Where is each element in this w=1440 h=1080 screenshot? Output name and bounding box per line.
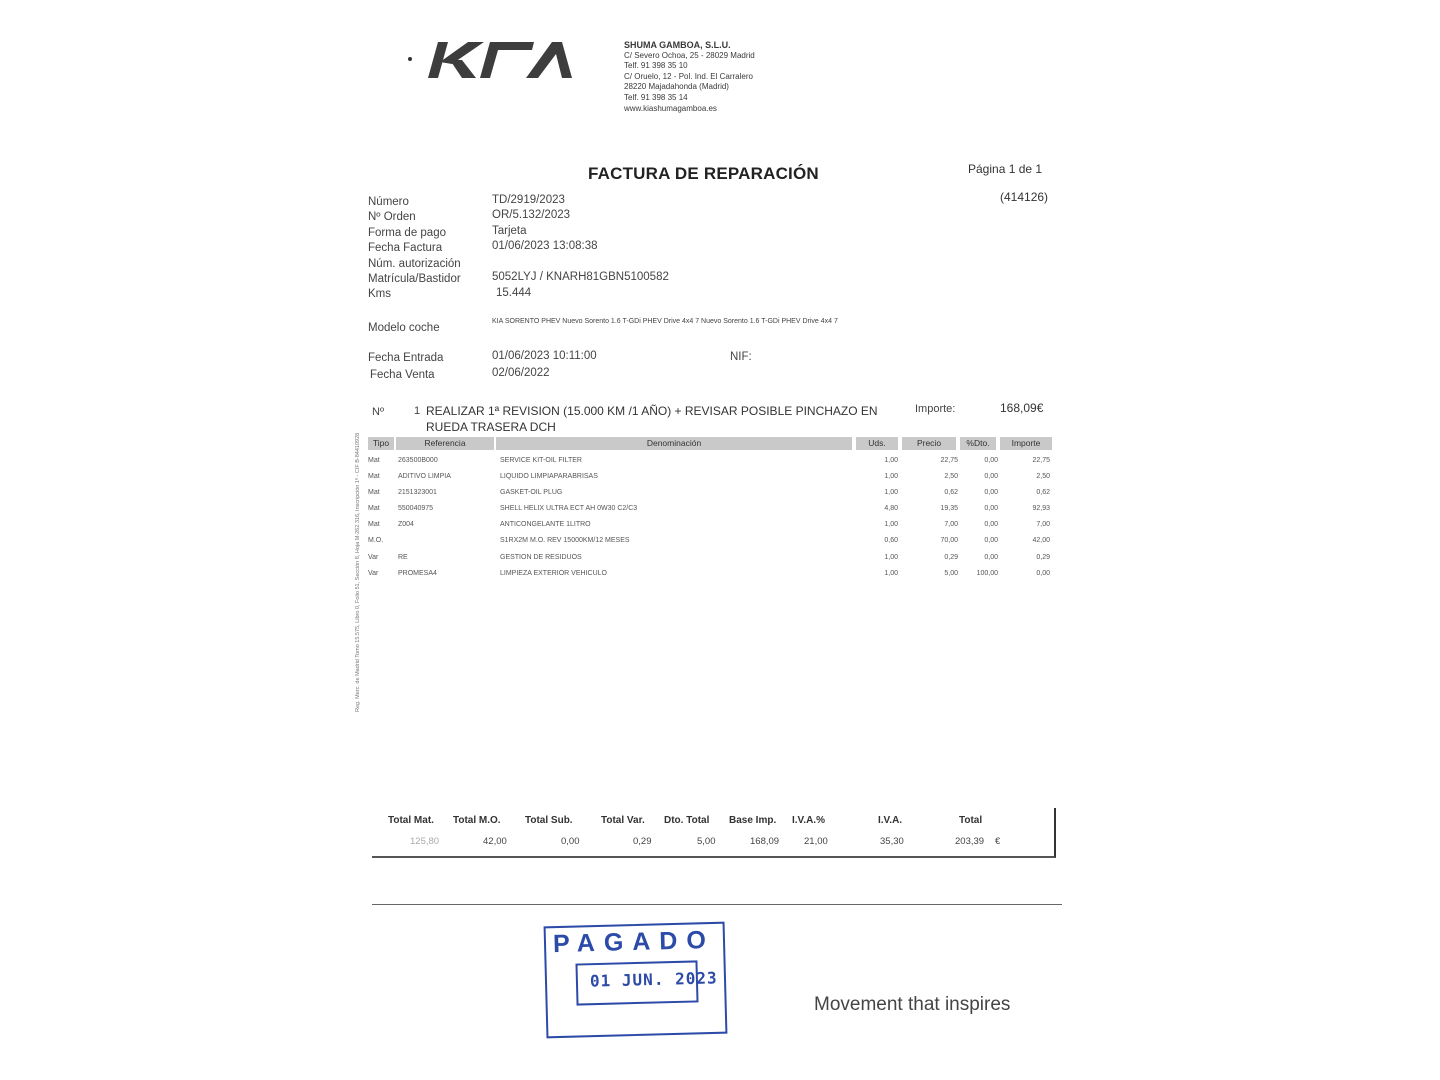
nif-label: NIF: [730, 351, 752, 363]
pago-value: Tarjeta [492, 225, 527, 237]
cell-dto: 0,00 [984, 521, 998, 528]
total-mo-label: Total M.O. [453, 815, 501, 826]
col-header-uds: Uds. [856, 437, 898, 450]
logo-dot [408, 57, 412, 61]
total-mo-value: 42,00 [483, 836, 507, 847]
cell-uds: 1,00 [884, 521, 898, 528]
cell-importe: 22,75 [1032, 457, 1050, 464]
operation-description: REALIZAR 1ª REVISION (15.000 KM /1 AÑO) + REVISAR POSIBLE PINCHAZO EN RUEDA TRASERA DCH [426, 404, 878, 434]
dto-total-label: Dto. Total [664, 815, 710, 826]
operation-importe-label: Importe: [915, 403, 956, 415]
slogan: Movement that inspires [814, 994, 1011, 1015]
total-sub-label: Total Sub. [525, 815, 573, 826]
table-row [368, 457, 1058, 473]
cell-precio: 70,00 [940, 537, 958, 544]
kia-logo [428, 38, 580, 80]
company-address-2: C/ Oruelo, 12 - Pol. Ind. El Carralero [624, 71, 753, 81]
autorizacion-label: Núm. autorización [368, 258, 461, 270]
table-row [368, 554, 1058, 570]
footer-divider [372, 904, 1062, 905]
fecha-factura-label: Fecha Factura [368, 242, 443, 254]
company-phone-2: Telf. 91 398 35 14 [624, 92, 688, 102]
cell-uds: 0,60 [884, 537, 898, 544]
cell-denominacion: LIMPIEZA EXTERIOR VEHICULO [500, 570, 607, 577]
cell-denominacion: GASKET-OIL PLUG [500, 489, 563, 496]
cell-dto: 0,00 [984, 489, 998, 496]
cell-precio: 7,00 [944, 521, 958, 528]
cell-importe: 7,00 [1036, 521, 1050, 528]
company-address-1: C/ Severo Ochoa, 25 - 28029 Madrid [624, 50, 755, 60]
kms-value: 15.444 [496, 287, 532, 299]
cell-dto: 0,00 [984, 505, 998, 512]
cell-referencia: RE [398, 554, 408, 561]
cell-uds: 1,00 [884, 554, 898, 561]
cell-uds: 1,00 [884, 489, 898, 496]
pago-label: Forma de pago [368, 227, 446, 239]
cell-dto: 0,00 [984, 457, 998, 464]
table-row [368, 570, 1058, 586]
cell-dto: 0,00 [984, 554, 998, 561]
table-row [368, 473, 1058, 489]
invoice-title: FACTURA DE REPARACIÓN [588, 164, 819, 183]
cell-precio: 22,75 [940, 457, 958, 464]
cell-importe: 2,50 [1036, 473, 1050, 480]
cell-referencia: PROMESA4 [398, 570, 437, 577]
cell-referencia: Z004 [398, 521, 414, 528]
cell-referencia: 550040975 [398, 505, 434, 512]
operation-n-label: Nº [372, 406, 384, 418]
cell-referencia: 2151323001 [398, 489, 437, 496]
total-mat-value: 125,80 [410, 836, 440, 847]
total-var-label: Total Var. [601, 815, 645, 826]
registry-note: Reg. Merc. de Madrid Tomo 15.575, Libro 0, Folio 51, Sección 8, Hoja M-262.316, Inscripción 1ª - CIF B-84410928 [355, 432, 361, 712]
company-website: www.kiashumagamboa.es [624, 103, 717, 113]
numero-value: TD/2919/2023 [492, 194, 565, 206]
total-value: 203,39 [955, 836, 985, 847]
iva-label: I.V.A. [878, 815, 903, 826]
cell-importe: 92,93 [1032, 505, 1050, 512]
cell-tipo: Var [368, 570, 379, 577]
cell-precio: 19,35 [940, 505, 958, 512]
col-header-tipo: Tipo [368, 437, 394, 450]
cell-importe: 42,00 [1032, 537, 1050, 544]
cell-uds: 1,00 [884, 457, 898, 464]
reference-code: (414126) [1000, 190, 1049, 204]
base-imp-value: 168,09 [750, 836, 780, 847]
cell-denominacion: GESTION DE RESIDUOS [500, 554, 582, 561]
cell-referencia: 263500B000 [398, 457, 438, 464]
fecha-entrada-label: Fecha Entrada [368, 352, 444, 364]
orden-label: Nº Orden [368, 211, 416, 223]
cell-referencia: ADITIVO LIMPIA [398, 473, 451, 480]
dto-total-value: 5,00 [697, 836, 716, 847]
cell-importe: 0,00 [1036, 570, 1050, 577]
cell-tipo: Mat [368, 457, 380, 464]
matricula-value: 5052LYJ / KNARH81GBN5100582 [492, 271, 669, 283]
cell-dto: 0,00 [984, 473, 998, 480]
company-info [624, 40, 755, 114]
cell-precio: 0,62 [944, 489, 958, 496]
cell-denominacion: LIQUIDO LIMPIAPARABRISAS [500, 473, 598, 480]
total-mat-label: Total Mat. [388, 815, 434, 826]
col-header-dto: %Dto. [960, 437, 996, 450]
iva-value: 35,30 [880, 836, 904, 847]
cell-dto: 0,00 [984, 537, 998, 544]
company-address-3: 28220 Majadahonda (Madrid) [624, 82, 729, 92]
iva-pct-value: 21,00 [804, 836, 828, 847]
cell-tipo: Var [368, 554, 379, 561]
cell-uds: 1,00 [884, 570, 898, 577]
cell-importe: 0,29 [1036, 554, 1050, 561]
orden-value: OR/5.132/2023 [492, 209, 571, 221]
paid-stamp-word: PAGADO [552, 925, 716, 959]
cell-importe: 0,62 [1036, 489, 1050, 496]
kms-label: Kms [368, 288, 391, 300]
col-header-precio: Precio [902, 437, 956, 450]
cell-denominacion: SHELL HELIX ULTRA ECT AH 0W30 C2/C3 [500, 505, 638, 512]
cell-tipo: Mat [368, 521, 380, 528]
iva-pct-label: I.V.A.% [792, 815, 825, 826]
operation-number: 1 [414, 405, 421, 417]
col-header-referencia: Referencia [396, 437, 494, 450]
cell-uds: 4,80 [884, 505, 898, 512]
cell-tipo: Mat [368, 505, 380, 512]
table-row [368, 489, 1058, 505]
cell-precio: 5,00 [944, 570, 958, 577]
cell-tipo: M.O. [368, 537, 384, 544]
operation-importe-value: 168,09€ [1000, 401, 1044, 415]
total-sub-value: 0,00 [561, 836, 580, 847]
fecha-venta-label: Fecha Venta [370, 369, 435, 381]
fecha-venta-value: 02/06/2022 [492, 367, 550, 379]
base-imp-label: Base Imp. [729, 815, 777, 826]
col-header-denominacion: Denominación [496, 437, 852, 450]
cell-tipo: Mat [368, 473, 380, 480]
paid-stamp-date: 01 JUN. 2023 [589, 968, 718, 991]
company-name: SHUMA GAMBOA, S.L.U. [624, 40, 731, 50]
numero-label: Número [368, 196, 409, 208]
cell-dto: 100,00 [976, 570, 998, 577]
col-header-importe: Importe [1000, 437, 1052, 450]
modelo-label: Modelo coche [368, 322, 440, 334]
cell-tipo: Mat [368, 489, 380, 496]
company-phone-1: Telf. 91 398 35 10 [624, 61, 688, 71]
total-label: Total [959, 815, 983, 826]
fecha-factura-value: 01/06/2023 13:08:38 [492, 240, 598, 252]
cell-precio: 0,29 [944, 554, 958, 561]
modelo-value: KIA SORENTO PHEV Nuevo Sorento 1.6 T-GDi PHEV Drive 4x4 7 Nuevo Sorento 1.6 T-GDi PHEV Drive 4x4 7 [492, 318, 838, 325]
matricula-label: Matrícula/Bastidor [368, 273, 461, 285]
table-row [368, 537, 1058, 553]
table-row [368, 505, 1058, 521]
total-var-value: 0,29 [633, 836, 652, 847]
cell-uds: 1,00 [884, 473, 898, 480]
fecha-entrada-value: 01/06/2023 10:11:00 [492, 350, 597, 362]
cell-denominacion: S1RX2M M.O. REV 15000KM/12 MESES [500, 537, 630, 544]
table-row [368, 521, 1058, 537]
cell-denominacion: SERVICE KIT-OIL FILTER [500, 457, 582, 464]
cell-precio: 2,50 [944, 473, 958, 480]
total-currency: € [995, 836, 1001, 847]
cell-denominacion: ANTICONGELANTE 1LITRO [500, 521, 591, 528]
page-number: Página 1 de 1 [968, 162, 1043, 176]
